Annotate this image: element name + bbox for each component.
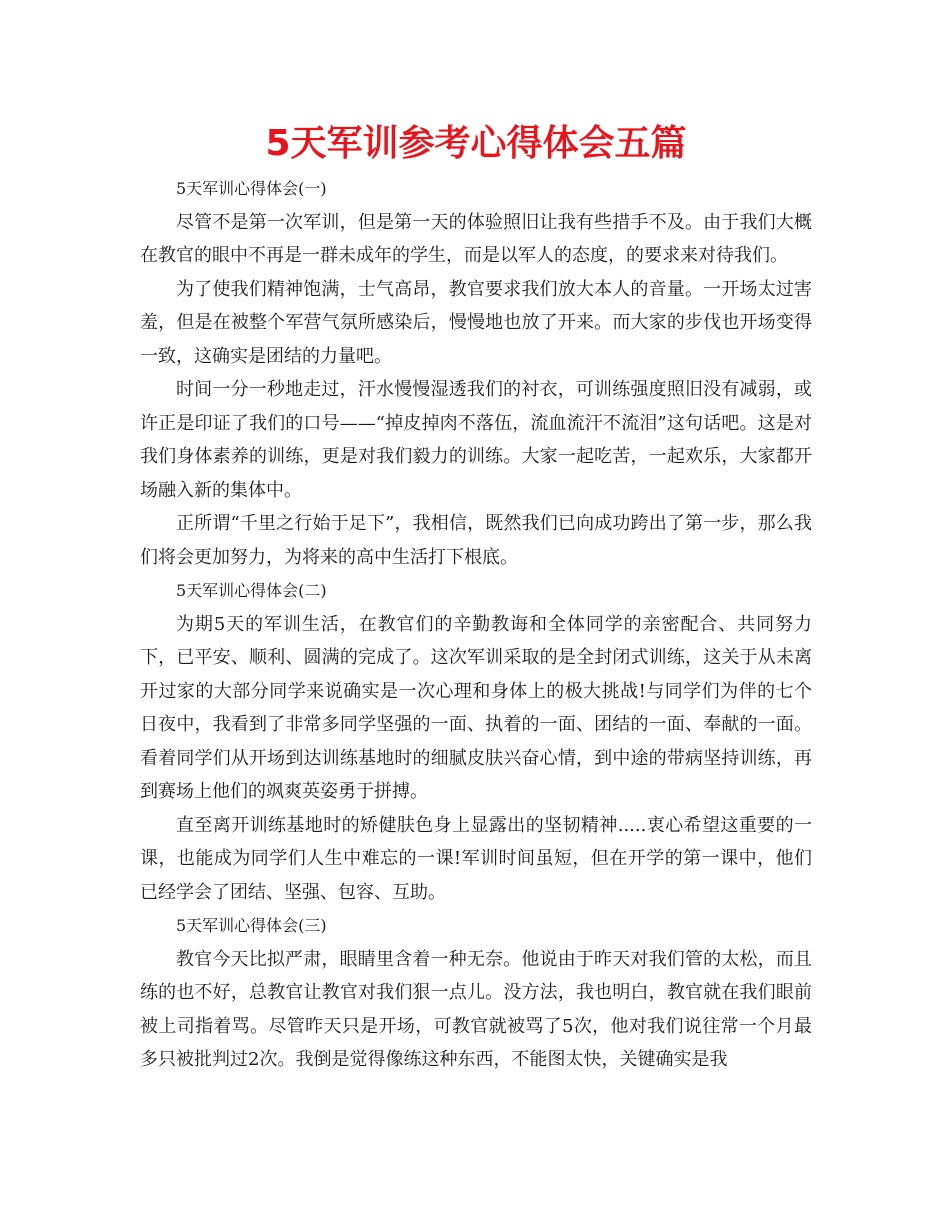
paragraph: 为了使我们精神饱满，士气高昂，教官要求我们放大本人的音量。一开场太过害羞，但是在被整个军营气氛所感染后，慢慢地也放了开来。而大家的步伐也开场变得一致，这确实是团结的力量吧。 [140, 278, 812, 367]
document-title: 5天军训参考心得体会五篇 [265, 123, 687, 164]
paragraph: 直至离开训练基地时的矫健肤色身上显露出的坚韧精神.....衷心希望这重要的一课，也能成为同学们人生中难忘的一课!军训时间虽短，但在开学的第一课中，他们已经学会了团结、坚强、包容、互助。 [140, 814, 812, 903]
section-heading: 5天军训心得体会(三) [176, 916, 327, 935]
paragraph: 为期5天的军训生活，在教官们的辛勤教诲和全体同学的亲密配合、共同努力下，已平安、顺利、圆满的完成了。这次军训采取的是全封闭式训练，这关于从未离开过家的大部分同学来说确实是一次心理和身体上的极大挑战!与同学们为伴的七个日夜中，我看到了非常多同学坚强的一面、执着的一面、团结的一面、奉献的一面。看着同学们从开场到达训练基地时的细腻皮肤兴奋心情，到中途的带病坚持训练，再到赛场上他们的飒爽英姿勇于拼搏。 [140, 613, 812, 802]
document-page [140, 118, 812, 1077]
section-heading: 5天军训心得体会(一) [176, 179, 327, 198]
paragraph: 尽管不是第一次军训，但是第一天的体验照旧让我有些措手不及。由于我们大概在教官的眼中不再是一群未成年的学生，而是以军人的态度，的要求来对待我们。 [140, 211, 812, 266]
paragraph: 教官今天比拟严肃，眼睛里含着一种无奈。他说由于昨天对我们管的太松，而且练的也不好，总教官让教官对我们狠一点儿。没方法，我也明白，教官就在我们眼前被上司指着骂。尽管昨天只是开场，可教官就被骂了5次，他对我们说往常一个月最多只被批判过2次。我倒是觉得像练这种东西，不能图太快，关键确实是我 [140, 948, 812, 1070]
paragraph: 正所谓“千里之行始于足下”，我相信，既然我们已向成功跨出了第一步，那么我们将会更加努力，为将来的高中生活打下根底。 [140, 513, 812, 568]
paragraph: 时间一分一秒地走过，汗水慢慢湿透我们的衬衣，可训练强度照旧没有减弱，或许正是印证了我们的口号——“掉皮掉肉不落伍，流血流汗不流泪”这句话吧。这是对我们身体素养的训练，更是对我们毅力的训练。大家一起吃苦，一起欢乐，大家都开场融入新的集体中。 [140, 379, 812, 501]
section-heading: 5天军训心得体会(二) [176, 581, 327, 600]
